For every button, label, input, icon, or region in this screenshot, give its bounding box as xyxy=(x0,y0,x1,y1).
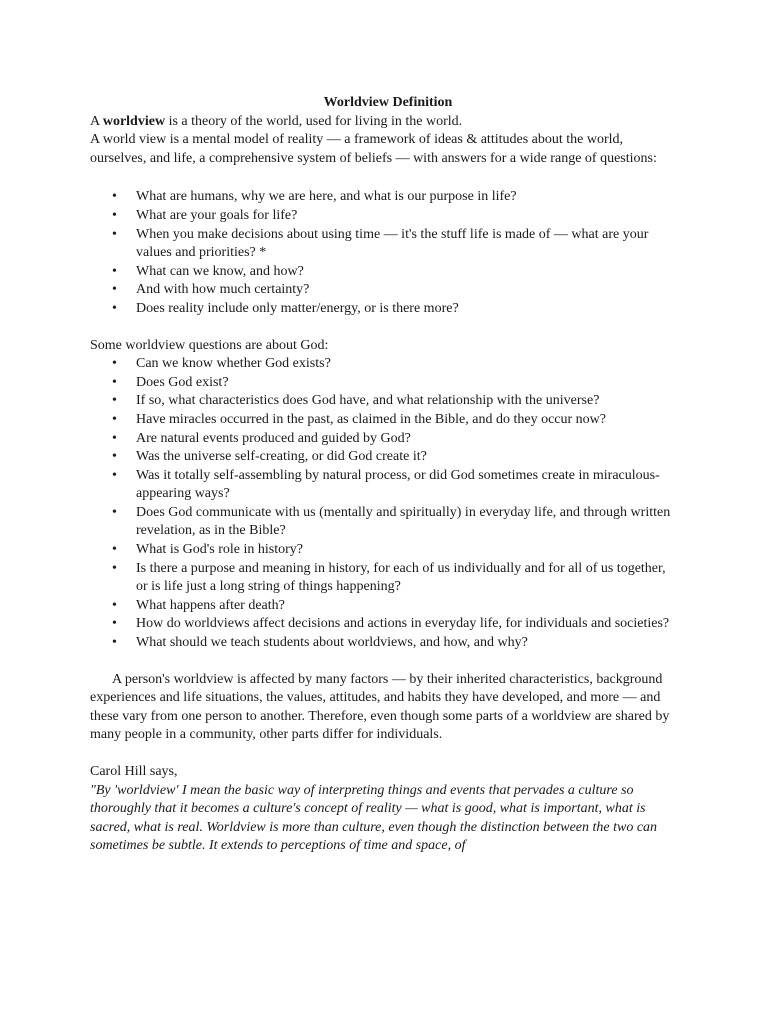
definition-suffix: is a theory of the world, used for living in the world. xyxy=(165,113,463,129)
list-item: • Was the universe self-creating, or did God create it? xyxy=(90,448,680,467)
definition-term: worldview xyxy=(102,113,166,129)
list-item: • When you make decisions about using time — it's the stuff life is made of — what are your values and priorities? * xyxy=(90,226,680,263)
quote-intro: Carol Hill says, xyxy=(90,764,178,779)
mental-model-paragraph: A world view is a mental model of reality — a framework of ideas & attitudes about the world, ourselves, and life, a comprehensive system of beliefs — with answers for a wide range of questions: xyxy=(90,132,657,166)
god-questions-intro: Some worldview questions are about God: xyxy=(90,337,329,353)
list-item: • Are natural events produced and guided by God? xyxy=(90,430,680,449)
list-item: • Does God exist? xyxy=(90,374,680,393)
carol-hill-quote: "By 'worldview' I mean the basic way of interpreting things and events that pervades a culture so thoroughly that it becomes a culture's concept of reality — what is good, what is important, what is sacred, what is real. Worldview is more than culture, even though the distinction between the two can sometimes be subtle. It extends to perceptions of time and space, of xyxy=(90,782,658,854)
list-item: • What happens after death? xyxy=(90,597,680,616)
list-item: • Does God communicate with us (mentally and spiritually) in everyday life, and through written revelation, as in the Bible? xyxy=(90,504,680,541)
list-item: • What should we teach students about worldviews, and how, and why? xyxy=(90,634,680,653)
list-item: • Can we know whether God exists? xyxy=(90,355,680,374)
list-item: • What are humans, why we are here, and what is our purpose in life? xyxy=(90,188,680,207)
list-item: • What can we know, and how? xyxy=(90,263,680,282)
factors-paragraph: A person's worldview is affected by many factors — by their inherited characteristics, background experiences and life situations, the values, attitudes, and habits they have developed, and more — and these vary from one person to another. Therefore, even though some parts of a worldview are shared by many people in a community, other parts differ for individuals. xyxy=(90,671,670,743)
list-item: • If so, what characteristics does God have, and what relationship with the universe? xyxy=(90,392,680,411)
list-item: • What is God's role in history? xyxy=(90,541,680,560)
list-item: • Is there a purpose and meaning in history, for each of us individually and for all of us together, or is life just a long string of things happening? xyxy=(90,560,680,597)
list-item: • What are your goals for life? xyxy=(90,207,680,226)
page-title: Worldview Definition xyxy=(323,95,453,110)
list-item: • Does reality include only matter/energy, or is there more? xyxy=(90,300,680,319)
definition-line xyxy=(90,113,680,132)
god-questions-list xyxy=(90,355,680,653)
list-item: • How do worldviews affect decisions and actions in everyday life, for individuals and societies? xyxy=(90,615,680,634)
definition-prefix: A xyxy=(90,113,103,129)
list-item: • And with how much certainty? xyxy=(90,281,680,300)
document-page xyxy=(90,94,680,856)
worldview-questions-list xyxy=(90,188,680,318)
list-item: • Was it totally self-assembling by natural process, or did God sometimes create in miraculous-appearing ways? xyxy=(90,467,680,504)
list-item: • Have miracles occurred in the past, as claimed in the Bible, and do they occur now? xyxy=(90,411,680,430)
